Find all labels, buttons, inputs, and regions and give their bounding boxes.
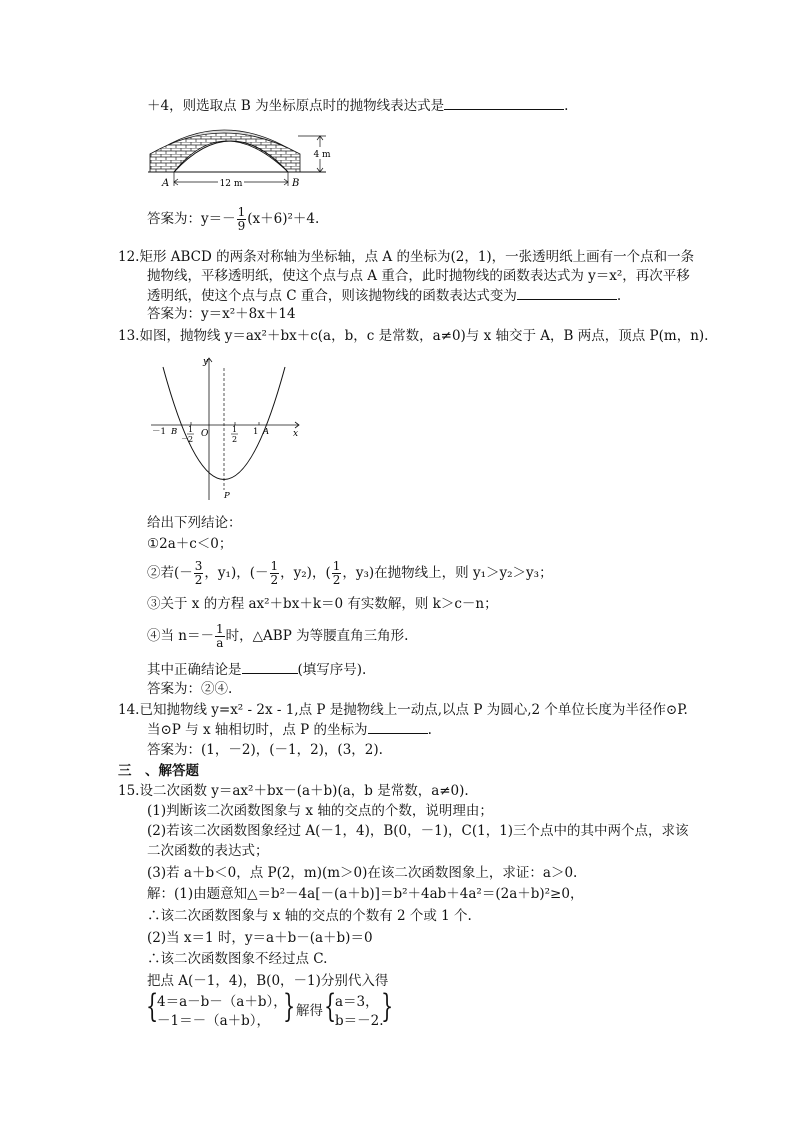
q12-line3: [147, 286, 621, 305]
fraction: [237, 206, 247, 233]
fraction: [270, 560, 280, 587]
neg-half-den: 2: [188, 435, 194, 444]
ask-text: 其中正确结论是: [147, 662, 242, 678]
q14-line2-text: 当⊙P 与 x 轴相切时，点 P 的坐标为: [147, 722, 368, 738]
fraction-den: a: [216, 636, 224, 650]
section-title: 三 、解答题: [118, 763, 199, 779]
half-num: 1: [232, 425, 238, 434]
q14-line2-end: .: [427, 722, 432, 738]
q15-s2: ∴该二次函数图象与 x 轴的交点的个数有 2 个或 1 个.: [147, 908, 472, 924]
q15-s1: 解：(1)由题意知△＝b²－4a[－(a＋b)]＝b²＋4ab＋4a²＝(2a＋b)²≥0，: [147, 886, 584, 902]
result-b: b＝－2.: [335, 1013, 384, 1029]
q12-line1: 12.矩形 ABCD 的两条对称轴为坐标轴，点 A 的坐标为(2，1)，一张透明纸上画有一个点和一条: [118, 249, 695, 265]
q12-line3-end: .: [616, 288, 622, 304]
q13-line1: 13.如图，抛物线 y＝ax²＋bx＋c(a，b，c 是常数，a≠0)与 x 轴交于 A，B 两点，顶点 P(m，n).: [118, 328, 709, 344]
q14-line1: 14.已知抛物线 y=x² - 2x - 1,点 P 是抛物线上一动点,以点 P 为圆心,2 个单位长度为半径作⊙P.: [118, 702, 688, 718]
tick-neg-one: －1: [152, 427, 166, 437]
fraction-num: 1: [237, 205, 246, 219]
q15-s4: ∴该二次函数图象不经过点 C.: [147, 951, 328, 967]
c4-text: 时，△ABP 为等腰直角三角形.: [225, 628, 409, 644]
q13-ask: [147, 660, 366, 679]
q14-line2: [147, 720, 432, 739]
c2-text: ②若(－: [147, 565, 193, 581]
answer-blank: [444, 96, 564, 110]
span-label: 12 m: [219, 179, 243, 189]
point-a-label: A: [263, 427, 270, 437]
q11-answer-prefix: 答案为：y＝－: [147, 211, 236, 227]
q13-answer: 答案为：②④.: [147, 681, 233, 697]
answer-blank: [517, 286, 617, 300]
q13-intro: 给出下列结论：: [147, 515, 242, 531]
q15-p3: (3)若 a＋b＜0，点 P(2，m)(m＞0)在该二次函数图象上，求证：a＞0.: [147, 865, 578, 881]
q15-p2a: (2)若该二次函数图象经过 A(－1，4)，B(0，－1)，C(1，1)三个点中的其中两个点，求该: [147, 823, 689, 839]
q11-line: [147, 96, 568, 115]
q12-line3-text: 透明纸，使这个点与点 C 重合，则该抛物线的函数表达式变为: [147, 288, 517, 304]
q11-text: ＋4，则选取点 B 为坐标原点时的抛物线表达式是: [147, 98, 445, 114]
q14-answer: 答案为：(1，－2)，(－1，2)，(3，2).: [147, 742, 383, 758]
q13-c3: ③关于 x 的方程 ax²＋bx＋k＝0 有实数解，则 k＞c－n；: [147, 596, 498, 612]
fraction: [194, 560, 204, 587]
q13-c2: [147, 558, 553, 588]
q12-line2: 抛物线，平移透明纸，使这个点与点 A 重合，此时抛物线的函数表达式为 y＝x²，再次平移: [147, 268, 690, 284]
y-axis-label: y: [203, 357, 209, 367]
q11-answer: [147, 205, 319, 233]
fraction-den: 2: [332, 573, 341, 587]
q15-p1: (1)判断该二次函数图象与 x 轴的交点的个数，说明理由；: [147, 803, 493, 819]
c2-text: ，y₂)，(: [280, 565, 331, 581]
x-axis-label: x: [293, 429, 299, 439]
right-brace: }: [283, 987, 296, 1025]
eq1: 4＝a－b－（a＋b），: [157, 994, 287, 1010]
fraction-num: 1: [270, 559, 279, 573]
q13-c4: [147, 621, 408, 651]
height-label: 4 m: [313, 150, 331, 160]
fraction-num: 3: [194, 559, 203, 573]
fraction-den: 9: [237, 219, 246, 233]
vertex-label: P: [224, 491, 230, 501]
fraction-num: 1: [332, 559, 341, 573]
half-den: 2: [232, 435, 238, 444]
q15-line1: 15.设二次函数 y＝ax²＋bx－(a＋b)(a，b 是常数，a≠0).: [118, 783, 469, 799]
q15-p2b: 二次函数的表达式；: [147, 843, 269, 859]
q15-s5: 把点 A(－1，4)，B(0，－1)分别代入得: [147, 973, 389, 989]
q11-end: .: [564, 98, 569, 114]
eq2: －1＝－（a＋b），: [157, 1013, 271, 1029]
left-brace: {: [146, 987, 159, 1025]
neg-sign: －: [181, 434, 189, 443]
q13-c1: ①2a＋c＜0；: [147, 536, 233, 552]
c4-text: ④当 n＝－: [147, 628, 214, 644]
fraction: [332, 560, 342, 587]
solve-label: 解得: [296, 1003, 323, 1019]
ask-end: (填写序号).: [297, 662, 367, 678]
result-right-brace: }: [381, 987, 394, 1025]
q12-answer: 答案为：y＝x²＋8x＋14: [147, 306, 296, 322]
fraction-den: 2: [270, 573, 279, 587]
answer-blank: [368, 720, 428, 734]
origin-label: O: [201, 429, 209, 439]
bridge-figure: [148, 118, 348, 194]
brick-wall: [150, 133, 300, 172]
fraction: [215, 623, 225, 650]
q15-s3: (2)当 x＝1 时，y＝a＋b－(a＋b)＝0: [147, 930, 373, 946]
fraction-den: 2: [194, 573, 203, 587]
point-b-label: B: [292, 178, 300, 189]
point-b-label: B: [171, 427, 178, 437]
c2-text: ，y₃)在抛物线上，则 y₁＞y₂＞y₃；: [342, 565, 553, 581]
q11-answer-suffix: (x＋6)²＋4.: [247, 211, 320, 227]
c2-text: ，y₁)，(－: [204, 565, 269, 581]
neg-half-num: 1: [188, 425, 194, 434]
parabola-graph: [147, 352, 307, 502]
point-a-label: A: [162, 178, 170, 189]
answer-blank: [242, 660, 298, 674]
fraction-num: 1: [216, 622, 224, 636]
result-a: a＝3，: [335, 994, 379, 1010]
result-left-brace: {: [324, 987, 337, 1025]
tick-one: 1: [253, 427, 259, 437]
